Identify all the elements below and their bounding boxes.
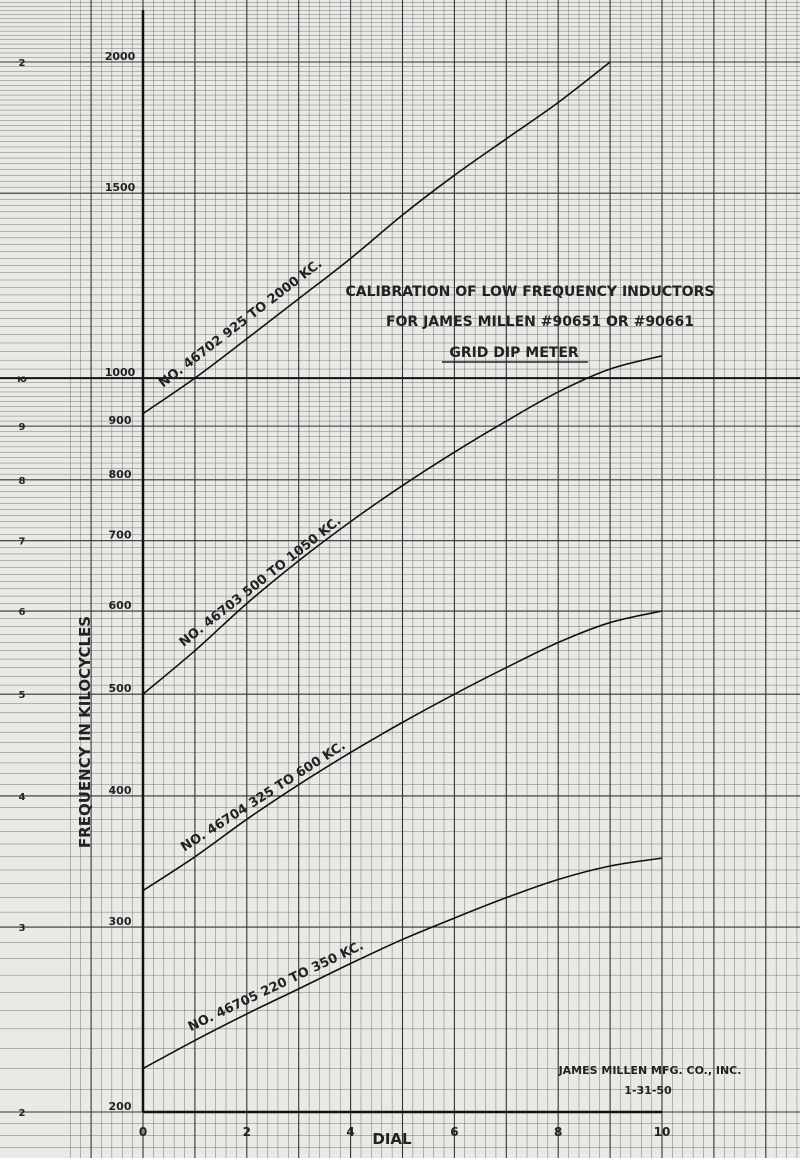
cycle-label: 4 (18, 791, 26, 803)
cycle-label: 7 (18, 536, 26, 548)
x-tick-label: 10 (653, 1125, 671, 1139)
footer-date: 1-31-50 (624, 1084, 672, 1097)
x-tick-label: 6 (450, 1125, 459, 1139)
series-label-2: NO. 46703 500 TO 1050 KC. (176, 513, 345, 651)
x-tick-label: 2 (242, 1125, 251, 1139)
cycle-label: 6 (18, 607, 26, 619)
y-tick-label: 1000 (104, 366, 136, 380)
cycle-label: 2 (18, 58, 26, 69)
cycle-label: 5 (18, 690, 26, 702)
chart-title-line-2: FOR JAMES MILLEN #90651 OR #90661 (385, 314, 695, 330)
y-tick-label: 2000 (104, 50, 136, 63)
chart-title-line-1: CALIBRATION OF LOW FREQUENCY INDUCTORS (345, 284, 715, 300)
y-tick-label: 900 (108, 414, 132, 428)
y-tick-label: 1500 (104, 181, 136, 195)
series-label-4: NO. 46705 220 TO 350 KC. (185, 938, 367, 1035)
y-tick-label: 200 (108, 1100, 132, 1113)
series-label-3: NO. 46704 325 TO 600 KC. (178, 738, 349, 856)
y-tick-label: 800 (108, 467, 132, 481)
cycle-label: 9 (18, 422, 26, 434)
y-tick-label: 600 (108, 599, 132, 613)
y-axis-label: FREQUENCY IN KILOCYCLES (76, 615, 94, 849)
cycle-label: ю (17, 374, 27, 386)
cycle-label: 3 (18, 923, 26, 935)
y-tick-label: 500 (108, 682, 132, 696)
y-tick-label: 700 (108, 528, 132, 542)
y-tick-label: 400 (108, 783, 132, 797)
footer-company: JAMES MILLEN MFG. CO., INC. (558, 1064, 742, 1077)
cycle-label: 8 (18, 475, 26, 487)
x-tick-label: 0 (138, 1125, 148, 1139)
x-tick-label: 4 (346, 1125, 355, 1139)
cycle-label: 2 (18, 1108, 26, 1119)
series-label-1: NO. 46702 925 TO 2000 KC. (156, 256, 326, 392)
x-tick-label: 8 (554, 1125, 563, 1139)
x-axis-label: DIAL (372, 1130, 412, 1148)
y-tick-label: 300 (108, 915, 132, 929)
chart-title-line-3: GRID DIP METER (449, 345, 579, 361)
